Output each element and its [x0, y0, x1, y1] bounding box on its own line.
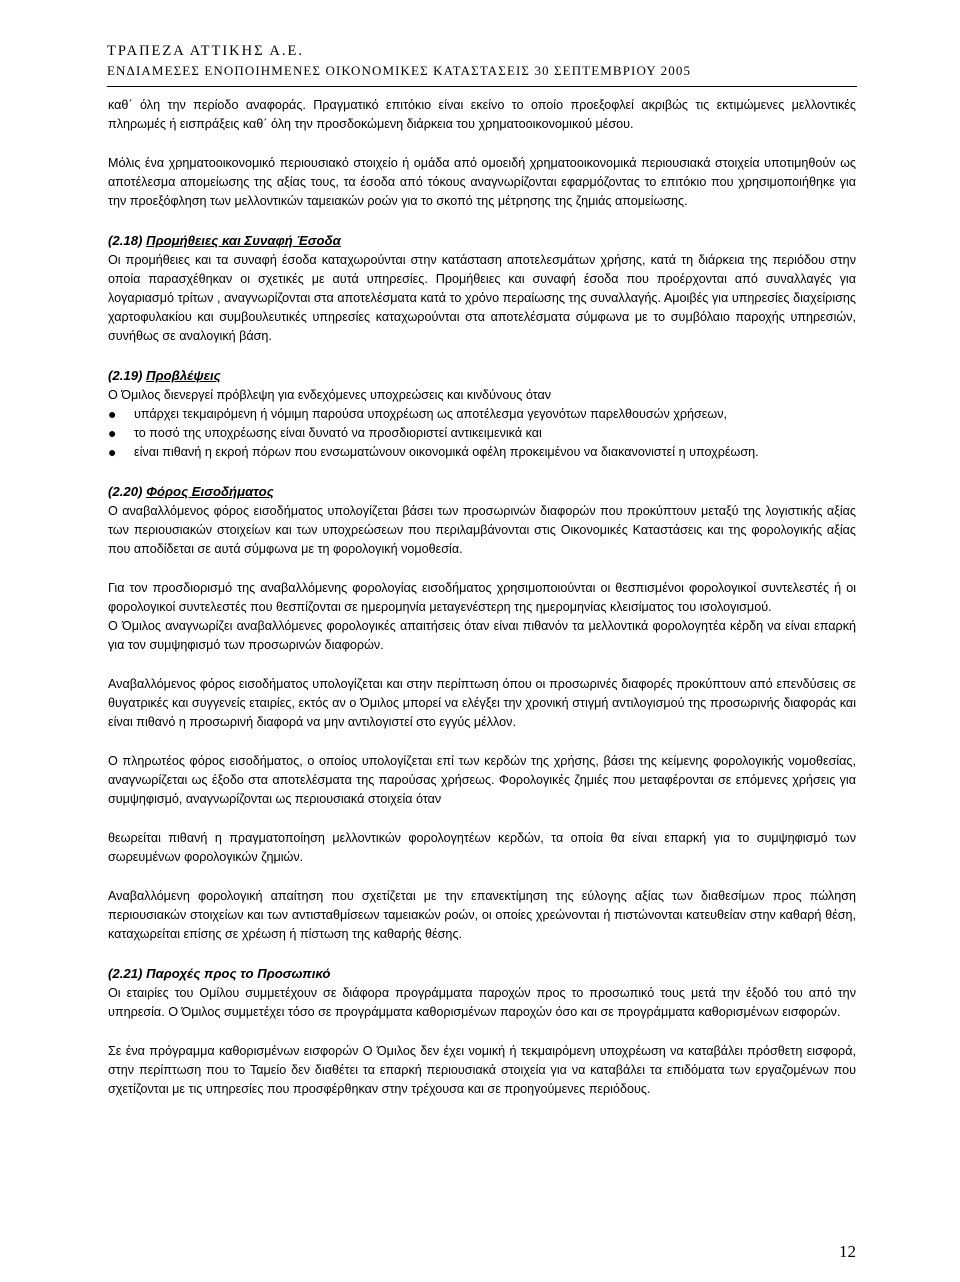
- section-2-20-paragraph-2: Για τον προσδιορισμό της αναβαλλόμενης φορολογίας εισοδήματος χρησιμοποιούνται οι θεσπισμένοι φορολογικοί συντελεστές ή οι φορολογικοί συντελεστές που θεσπίζονται σε ημερομηνία μεταγενέστερη της ημερομηνίας κλεισίματος του ισολογισμού.: [108, 581, 856, 614]
- section-2-20-paragraph-3: Ο Όμιλος αναγνωρίζει αναβαλλόμενες φορολογικές απαιτήσεις όταν είναι πιθανόν τα μελλοντικά φορολογητέα κέρδη να είναι επαρκή για τον συμψηφισμό των προσωρινών διαφορών.: [108, 619, 856, 652]
- section-2-20-paragraph-4: Αναβαλλόμενος φόρος εισοδήματος υπολογίζεται και στην περίπτωση όπου οι προσωρινές διαφορές προκύπτουν από επενδύσεις σε θυγατρικές και συγγενείς εταιρίες, εκτός αν ο Όμιλος μπορεί να ελέγξει την χρονική στιγμή αντιλογισμού της προσωρινής διαφοράς και είναι πιθανό η προσωρινή διαφορά να μην αντιλογιστεί στο εγγύς μέλλον.: [108, 677, 856, 729]
- section-title: Προβλέψεις: [146, 368, 221, 383]
- section-2-20-paragraph-6: θεωρείται πιθανή η πραγματοποίηση μελλοντικών φορολογητέων κερδών, τα οποία θα είναι επαρκή για το συμψηφισμό των σωρευμένων φορολογικών ζημιών.: [108, 831, 856, 864]
- section-number: (2.18): [108, 233, 143, 248]
- section-heading-2-19: [108, 366, 856, 386]
- section-2-19-intro: Ο Όμιλος διενεργεί πρόβλεψη για ενδεχόμενες υποχρεώσεις και κινδύνους όταν: [108, 388, 552, 402]
- section-title: Προμήθειες και Συναφή Έσοδα: [146, 233, 341, 248]
- provisions-list: [108, 405, 856, 462]
- section-2-18-paragraph: Οι προμήθειες και τα συναφή έσοδα καταχωρούνται στην κατάσταση αποτελεσμάτων χρήσης, κατά τη διάρκεια της περιόδου στην οποία παρασχέθηκαν οι σχετικές με αυτά υπηρεσίες. Προμήθειες και συναφή έσοδα που προέρχονται από συναλλαγές για λογαριασμό τρίτων , αναγνωρίζονται στα αποτελέσματα κατά το χρόνο περαίωσης της συναλλαγής. Αμοιβές για υπηρεσίες διαχείρισης χαρτοφυλακίου και συμβουλευτικές υπηρεσίες καταχωρούνται στα αποτελέσματα σύμφωνα με το συμβόλαιο παροχής υπηρεσιών, συνήθως σε αναλογική βάση.: [108, 253, 856, 343]
- document-body: [108, 96, 856, 1099]
- list-item: ● είναι πιθανή η εκροή πόρων που ενσωματώνουν οικονομικά οφέλη προκειμένου να διακανονιστεί η υποχρέωση.: [108, 444, 759, 460]
- section-heading-2-18: [108, 231, 856, 251]
- list-item: ● το ποσό της υποχρέωσης είναι δυνατό να προσδιοριστεί αντικειμενικά και: [108, 425, 542, 441]
- section-heading-2-20: [108, 482, 856, 502]
- list-item: ● υπάρχει τεκμαιρόμενη ή νόμιμη παρούσα υποχρέωση ως αποτέλεσμα γεγονότων παρελθουσών χρήσεων,: [108, 406, 728, 422]
- header-rule: [107, 86, 857, 87]
- section-2-20-paragraph-5: Ο πληρωτέος φόρος εισοδήματος, ο οποίος υπολογίζεται επί των κερδών της χρήσης, βάσει της κείμενης φορολογικής νομοθεσίας, αναγνωρίζεται ως έξοδο στα αποτελέσματα της παρούσας χρήσεως. Φορολογικές ζημιές που μεταφέρονται σε επόμενες χρήσεις για συμψηφισμό, αναγνωρίζονται ως περιουσιακά στοιχεία όταν: [108, 754, 856, 806]
- section-number: (2.19): [108, 368, 143, 383]
- page-number: 12: [839, 1242, 856, 1261]
- section-2-21-paragraph-2: Σε ένα πρόγραμμα καθορισμένων εισφορών Ο Όμιλος δεν έχει νομική ή τεκμαιρόμενη υποχρέωση να καταβάλει πρόσθετη εισφορά, στην περίπτωση που το Ταμείο δεν διαθέτει τα επαρκή περιουσιακά στοιχεία για να καταβάλει τα επιδόματα των εργαζομένων που σχετίζονται με τις υπηρεσίες που προσφέρθηκαν στην τρέχουσα και σε προηγούμενες περιόδους.: [108, 1044, 856, 1096]
- document-subtitle: ΕΝΔΙΑΜΕΣΕΣ ΕΝΟΠΟΙΗΜΕΝΕΣ ΟΙΚΟΝΟΜΙΚΕΣ ΚΑΤΑΣΤΑΣΕΙΣ 30 ΣΕΠΤΕΜΒΡΙΟΥ 2005: [107, 63, 692, 78]
- page-header: [107, 42, 867, 87]
- bank-name: ΤΡΑΠΕΖΑ ΑΤΤΙΚΗΣ Α.Ε.: [107, 43, 304, 59]
- bullet-icon: ●: [108, 444, 117, 460]
- section-2-21-paragraph-1: Οι εταιρίες του Ομίλου συμμετέχουν σε διάφορα προγράμματα παροχών προς το προσωπικό τους μετά την έξοδό του από την υπηρεσία. Ο Όμιλος συμμετέχει τόσο σε προγράμματα καθορισμένων παροχών όσο και σε προγράμματα καθορισμένων εισφορών.: [108, 986, 856, 1019]
- intro-paragraph-1: καθ΄ όλη την περίοδο αναφοράς. Πραγματικό επιτόκιο είναι εκείνο το οποίο προεξοφλεί ακριβώς τις εκτιμώμενες μελλοντικές πληρωμές ή εισπράξεις καθ΄ όλη την προσδοκώμενη διάρκεια του χρηματοοικονομικού μέσου.: [108, 98, 856, 131]
- intro-paragraph-2: Μόλις ένα χρηματοοικονομικό περιουσιακό στοιχείο ή ομάδα από ομοειδή χρηματοοικονομικά περιουσιακά στοιχεία υποτιμηθούν ως αποτέλεσμα απομείωσης της αξίας τους, τα έσοδα από τόκους αναγνωρίζονται εφαρμόζοντας το επιτόκιο που χρησιμοποιήθηκε για την προεξόφληση των μελλοντικών ταμειακών ροών για το σκοπό της μέτρησης της ζημιάς απομείωσης.: [108, 156, 856, 208]
- section-number: (2.21): [108, 966, 143, 981]
- section-number: (2.20): [108, 484, 143, 499]
- section-title: Παροχές προς το Προσωπικό: [146, 966, 331, 981]
- section-heading-2-21: [108, 964, 856, 984]
- bullet-icon: ●: [108, 425, 117, 441]
- section-2-20-paragraph-1: Ο αναβαλλόμενος φόρος εισοδήματος υπολογίζεται βάσει των προσωρινών διαφορών που προκύπτουν μεταξύ της λογιστικής αξίας των περιουσιακών στοιχείων και των υποχρεώσεων που περιλαμβάνονται στις Οικονομικές Καταστάσεις και της φορολογικής αξίας που αποδίδεται σε αυτά σύμφωνα με τη φορολογική νομοθεσία.: [108, 504, 856, 556]
- section-title: Φόρος Εισοδήματος: [146, 484, 274, 499]
- bullet-icon: ●: [108, 406, 117, 422]
- section-2-20-paragraph-7: Αναβαλλόμενη φορολογική απαίτηση που σχετίζεται με την επανεκτίμηση της εύλογης αξίας των διαθεσίμων προς πώληση περιουσιακών στοιχείων και των αντισταθμίσεων ταμειακών ροών, οι οποίες χρεώνονται ή πιστώνονται κατευθείαν στην καθαρή θέση, καταχωρείται επίσης σε χρέωση ή πίστωση της καθαρής θέσης.: [108, 889, 856, 941]
